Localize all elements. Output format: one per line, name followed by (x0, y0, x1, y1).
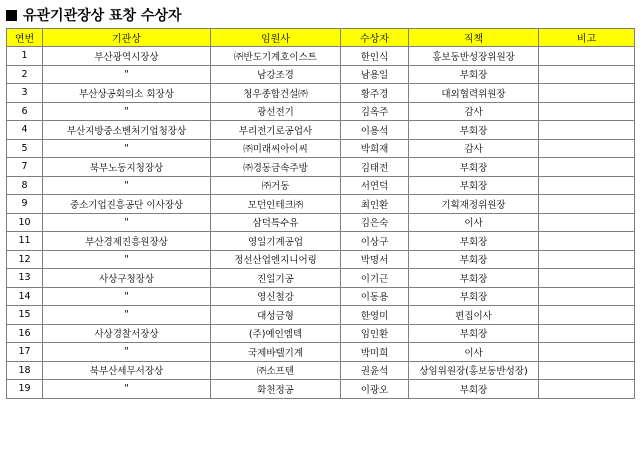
cell-position: 이사 (409, 343, 539, 362)
table-row (7, 287, 635, 306)
cell-awardee: 임인환 (341, 324, 409, 343)
cell-position: 편집이사 (409, 306, 539, 325)
cell-award: " (43, 213, 211, 232)
awardees-table (6, 28, 635, 399)
cell-note (539, 213, 635, 232)
cell-award: 부산지방중소벤처기업청장상 (43, 121, 211, 140)
cell-position: 감사 (409, 139, 539, 158)
cell-no: 13 (7, 269, 43, 288)
cell-award: 부산경제진흥원장상 (43, 232, 211, 251)
square-bullet-icon (6, 10, 17, 21)
cell-company: 광선전기 (211, 102, 341, 121)
cell-note (539, 361, 635, 380)
cell-award: 중소기업진흥공단 이사장상 (43, 195, 211, 214)
cell-award: 북부노동지청장상 (43, 158, 211, 177)
cell-company: 영일기계공업 (211, 232, 341, 251)
cell-no: 14 (7, 287, 43, 306)
header-row (7, 29, 635, 47)
cell-awardee: 김옥주 (341, 102, 409, 121)
cell-note (539, 232, 635, 251)
table-row (7, 47, 635, 66)
cell-award: 사상경찰서장상 (43, 324, 211, 343)
table-row (7, 361, 635, 380)
table-row (7, 213, 635, 232)
cell-company: (주)예인엠텍 (211, 324, 341, 343)
cell-position: 부회장 (409, 232, 539, 251)
cell-company: 모던인테크㈜ (211, 195, 341, 214)
cell-award: " (43, 176, 211, 195)
cell-company: 삼덕특수유 (211, 213, 341, 232)
cell-company: 진일기공 (211, 269, 341, 288)
cell-no: 17 (7, 343, 43, 362)
table-row (7, 250, 635, 269)
cell-awardee: 한인식 (341, 47, 409, 66)
cell-awardee: 김태전 (341, 158, 409, 177)
cell-awardee: 서연덕 (341, 176, 409, 195)
cell-note (539, 47, 635, 66)
cell-no: 3 (7, 84, 43, 103)
cell-note (539, 269, 635, 288)
page-title (6, 5, 182, 25)
cell-company: ㈜미래씨아이씨 (211, 139, 341, 158)
cell-awardee: 박명서 (341, 250, 409, 269)
cell-company: 대성금형 (211, 306, 341, 325)
cell-position: 부회장 (409, 121, 539, 140)
table-row (7, 158, 635, 177)
cell-position: 부회장 (409, 176, 539, 195)
cell-no: 12 (7, 250, 43, 269)
table-row (7, 176, 635, 195)
cell-award: " (43, 306, 211, 325)
cell-awardee: 김은숙 (341, 213, 409, 232)
cell-no: 5 (7, 139, 43, 158)
table-row (7, 269, 635, 288)
cell-position: 부회장 (409, 287, 539, 306)
cell-position: 기획재정위원장 (409, 195, 539, 214)
cell-award: 부산광역시장상 (43, 47, 211, 66)
cell-awardee: 이기근 (341, 269, 409, 288)
cell-no: 11 (7, 232, 43, 251)
cell-company: ㈜거동 (211, 176, 341, 195)
cell-awardee: 한영미 (341, 306, 409, 325)
cell-position: 부회장 (409, 65, 539, 84)
table-row (7, 102, 635, 121)
cell-position: 이사 (409, 213, 539, 232)
cell-awardee: 박미희 (341, 343, 409, 362)
cell-position: 부회장 (409, 269, 539, 288)
header-company: 임원사 (211, 29, 341, 47)
cell-no: 7 (7, 158, 43, 177)
cell-awardee: 황주경 (341, 84, 409, 103)
header-award: 기관상 (43, 29, 211, 47)
cell-award: " (43, 139, 211, 158)
cell-award: " (43, 287, 211, 306)
cell-no: 15 (7, 306, 43, 325)
cell-note (539, 324, 635, 343)
table-row (7, 121, 635, 140)
cell-awardee: 이광오 (341, 380, 409, 399)
table-row (7, 306, 635, 325)
cell-note (539, 306, 635, 325)
cell-company: ㈜반도기계호이스트 (211, 47, 341, 66)
cell-note (539, 158, 635, 177)
cell-no: 10 (7, 213, 43, 232)
cell-no: 18 (7, 361, 43, 380)
cell-company: ㈜경동금속주방 (211, 158, 341, 177)
cell-award: 북부산세무서장상 (43, 361, 211, 380)
cell-position: 대외협력위원장 (409, 84, 539, 103)
table-row (7, 324, 635, 343)
header-note: 비고 (539, 29, 635, 47)
cell-no: 6 (7, 102, 43, 121)
cell-award: " (43, 250, 211, 269)
title-text: 유관기관장상 표창 수상자 (23, 8, 182, 24)
table-row (7, 65, 635, 84)
cell-note (539, 195, 635, 214)
cell-company: 영신철강 (211, 287, 341, 306)
cell-note (539, 380, 635, 399)
cell-company: 부리전기로공업사 (211, 121, 341, 140)
cell-no: 16 (7, 324, 43, 343)
cell-position: 부회장 (409, 324, 539, 343)
cell-no: 9 (7, 195, 43, 214)
table-row (7, 195, 635, 214)
cell-awardee: 최인환 (341, 195, 409, 214)
cell-company: 남강조경 (211, 65, 341, 84)
cell-company: 화천정공 (211, 380, 341, 399)
cell-award: " (43, 102, 211, 121)
cell-no: 8 (7, 176, 43, 195)
cell-note (539, 121, 635, 140)
cell-position: 부회장 (409, 158, 539, 177)
cell-position: 홍보동반성장위원장 (409, 47, 539, 66)
cell-note (539, 139, 635, 158)
cell-company: 국제바텔기계 (211, 343, 341, 362)
cell-award: " (43, 380, 211, 399)
cell-note (539, 250, 635, 269)
table-row (7, 380, 635, 399)
cell-awardee: 이상구 (341, 232, 409, 251)
cell-awardee: 남용일 (341, 65, 409, 84)
cell-award: 사상구청장상 (43, 269, 211, 288)
cell-company: 정선산업엔지니어링 (211, 250, 341, 269)
cell-award: " (43, 65, 211, 84)
cell-position: 감사 (409, 102, 539, 121)
cell-no: 19 (7, 380, 43, 399)
cell-awardee: 권윤석 (341, 361, 409, 380)
cell-company: ㈜소프텐 (211, 361, 341, 380)
cell-position: 부회장 (409, 250, 539, 269)
cell-note (539, 176, 635, 195)
table-row (7, 232, 635, 251)
table-row (7, 343, 635, 362)
cell-awardee: 박희재 (341, 139, 409, 158)
cell-note (539, 343, 635, 362)
cell-no: 1 (7, 47, 43, 66)
cell-award: " (43, 343, 211, 362)
cell-position: 부회장 (409, 380, 539, 399)
cell-no: 2 (7, 65, 43, 84)
cell-position: 상임위원장(홍보동반성장) (409, 361, 539, 380)
cell-note (539, 84, 635, 103)
cell-awardee: 이동용 (341, 287, 409, 306)
cell-no: 4 (7, 121, 43, 140)
cell-note (539, 287, 635, 306)
table-row (7, 139, 635, 158)
cell-note (539, 65, 635, 84)
cell-award: 부산상공회의소 회장상 (43, 84, 211, 103)
cell-note (539, 102, 635, 121)
header-position: 직책 (409, 29, 539, 47)
header-awardee: 수상자 (341, 29, 409, 47)
header-no: 연번 (7, 29, 43, 47)
cell-company: 청우종합건설㈜ (211, 84, 341, 103)
table-row (7, 84, 635, 103)
cell-awardee: 이용석 (341, 121, 409, 140)
table-body (7, 47, 635, 399)
